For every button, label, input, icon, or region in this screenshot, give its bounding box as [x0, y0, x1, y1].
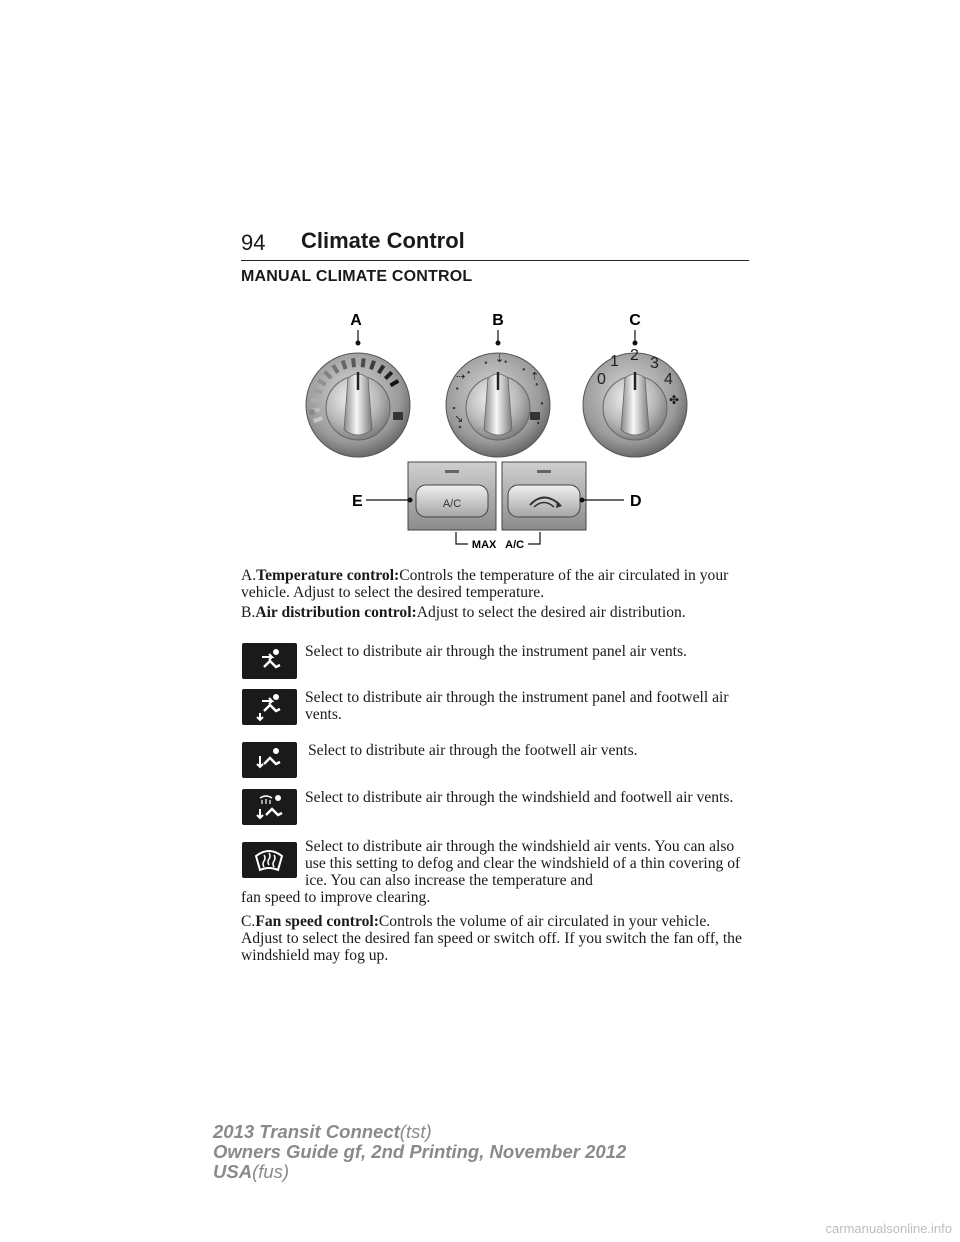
footer-model-code: (tst) — [399, 1121, 432, 1142]
temperature-scale-segment — [343, 361, 346, 370]
fan-speed-1: 1 — [610, 353, 619, 370]
mode-text-1: Select to distribute air through the instrument panel air vents. — [305, 643, 687, 660]
temperature-scale-segment — [311, 400, 320, 401]
panel-vent-icon — [242, 643, 297, 679]
item-a-text: Controls the temperature of the air circulated in your vehicle. Adjust to select the desired temperature. — [241, 567, 729, 601]
fan-speed-4: 4 — [664, 371, 673, 388]
item-a-title: Temperature control: — [256, 567, 400, 584]
label-a: A — [350, 312, 362, 329]
item-a-prefix: A. — [241, 567, 257, 584]
distribution-scale-dot — [453, 407, 455, 409]
chapter-title: Climate Control — [301, 228, 465, 253]
temperature-scale-segment — [314, 390, 323, 393]
distribution-scale-dot — [456, 387, 458, 389]
air-distribution-knob — [446, 352, 550, 457]
footwell-icon — [242, 742, 297, 778]
item-b-text: Adjust to select the desired air distribution. — [416, 604, 686, 621]
mode-text-5-continued: fan speed to improve clearing. — [241, 889, 431, 906]
svg-text:⇢: ⇢ — [456, 370, 466, 383]
label-d: D — [630, 493, 642, 510]
footer-market: USA — [213, 1161, 253, 1182]
footer-market-code: (fus) — [252, 1161, 290, 1182]
temperature-control-paragraph — [241, 567, 753, 601]
ac-button — [408, 462, 496, 530]
temperature-scale-segment — [363, 358, 364, 367]
fan-speed-0: 0 — [597, 371, 606, 388]
distribution-scale-dot — [536, 383, 538, 385]
section-title: MANUAL CLIMATE CONTROL — [241, 268, 473, 285]
fan-speed-knob — [583, 347, 687, 457]
mode-text-5: Select to distribute air through the windshield air vents. You can also use this setting to defog and clear the windshield of a thin covering of ice. You can also increase the temperature and — [305, 838, 741, 889]
distribution-scale-dot — [485, 362, 487, 364]
item-b-title: Air distribution control: — [255, 604, 417, 621]
footer-model: 2013 Transit Connect — [213, 1121, 400, 1142]
distribution-scale-dot — [523, 368, 525, 370]
item-b-prefix: B. — [241, 604, 256, 621]
distribution-scale-dot — [537, 422, 539, 424]
temperature-scale-segment — [353, 358, 354, 367]
temperature-knob — [306, 353, 410, 457]
fan-icon: ✤ — [669, 393, 680, 407]
item-c-title: Fan speed control: — [255, 913, 379, 930]
ac-button-label: A/C — [442, 498, 462, 510]
label-c: C — [629, 312, 641, 329]
mode-text-3: Select to distribute air through the footwell air vents. — [308, 742, 638, 759]
svg-text:⇣: ⇣ — [495, 352, 505, 365]
mode-text-2: Select to distribute air through the instrument panel and footwell air vents. — [305, 689, 729, 723]
distribution-scale-dot — [541, 402, 543, 404]
windshield-defrost-icon — [242, 842, 297, 878]
label-e: E — [352, 493, 363, 510]
item-c-text: Controls the volume of air circulated in your vehicle. Adjust to select the desired fan speed or switch off. If you switch the fan off, the windshield may fog up. — [241, 913, 742, 964]
page-footer — [213, 1122, 626, 1182]
svg-text:⇡: ⇡ — [530, 370, 540, 383]
distribution-scale-dot — [459, 426, 461, 428]
page-number: 94 — [241, 230, 266, 255]
footer-guide-info: Owners Guide gf, 2nd Printing, November 2012 — [213, 1141, 627, 1162]
watermark: carmanualsonline.info — [825, 1221, 952, 1236]
fan-speed-2: 2 — [630, 347, 639, 364]
windshield-footwell-icon — [242, 789, 297, 825]
mode-text-4: Select to distribute air through the windshield and footwell air vents. — [305, 789, 734, 806]
item-c-prefix: C. — [241, 913, 256, 930]
air-distribution-paragraph — [241, 604, 753, 621]
fan-speed-3: 3 — [650, 355, 659, 372]
recirculation-button — [502, 462, 586, 530]
climate-control-figure — [290, 300, 710, 555]
label-b: B — [492, 312, 504, 329]
svg-text:↘: ↘ — [454, 412, 464, 425]
panel-footwell-icon — [242, 689, 297, 725]
page-header — [241, 228, 749, 261]
max-ac-label: MAX A/C — [471, 539, 525, 551]
fan-speed-paragraph — [241, 913, 753, 964]
distribution-scale-dot — [504, 360, 506, 362]
distribution-scale-dot — [467, 371, 469, 373]
